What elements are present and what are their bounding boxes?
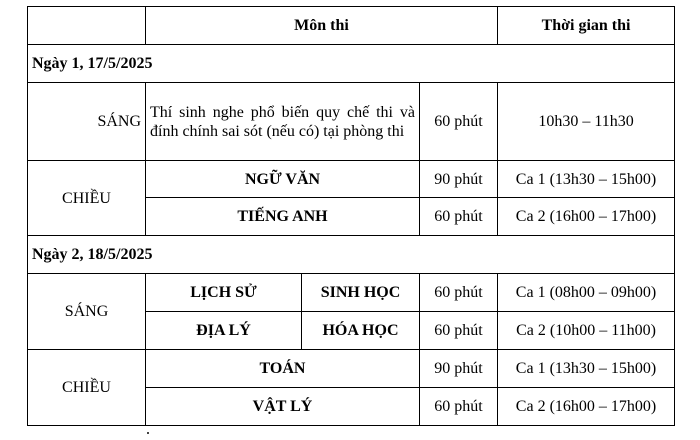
day-2-sang-time-1: Ca 1 (08h00 – 09h00)	[498, 274, 675, 312]
day-2-chieu-session: CHIỀU	[28, 350, 146, 426]
day-1-sang-duration: 60 phút	[420, 83, 498, 161]
header-subject: Môn thi	[146, 7, 498, 45]
header-row	[28, 7, 675, 45]
day-1-chieu-duration-1: 90 phút	[420, 161, 498, 198]
header-blank-cell	[28, 7, 146, 45]
day-2-sang-subject-a-2: ĐỊA LÝ	[146, 312, 302, 350]
day-2-sang-row-1	[28, 274, 675, 312]
day-1-sang-row	[28, 83, 675, 161]
day-1-sang-time: 10h30 – 11h30	[498, 83, 675, 161]
day-1-chieu-subject-1: NGỮ VĂN	[146, 161, 420, 198]
header-time: Thời gian thi	[498, 7, 675, 45]
day-1-label: Ngày 1, 17/5/2025	[28, 45, 675, 83]
day-2-label: Ngày 2, 18/5/2025	[28, 236, 675, 274]
day-1-chieu-time-2: Ca 2 (16h00 – 17h00)	[498, 198, 675, 236]
day-2-sang-session: SÁNG	[28, 274, 146, 350]
day-2-sang-subject-b-1: SINH HỌC	[302, 274, 420, 312]
day-2-chieu-subject-2: VẬT LÝ	[146, 388, 420, 426]
day-1-sang-session: SÁNG	[28, 83, 146, 161]
day-2-row	[28, 236, 675, 274]
day-1-chieu-subject-2: TIẾNG ANH	[146, 198, 420, 236]
exam-schedule-table	[27, 6, 675, 426]
day-1-chieu-time-1: Ca 1 (13h30 – 15h00)	[498, 161, 675, 198]
day-1-chieu-session: CHIỀU	[28, 161, 146, 236]
day-2-chieu-time-1: Ca 1 (13h30 – 15h00)	[498, 350, 675, 388]
day-1-chieu-duration-2: 60 phút	[420, 198, 498, 236]
day-1-sang-note: Thí sinh nghe phổ biến quy chế thi và đính chính sai sót (nếu có) tại phòng thi	[146, 83, 420, 161]
day-2-sang-time-2: Ca 2 (10h00 – 11h00)	[498, 312, 675, 350]
day-1-row	[28, 45, 675, 83]
day-2-sang-subject-a-1: LỊCH SỬ	[146, 274, 302, 312]
day-2-chieu-time-2: Ca 2 (16h00 – 17h00)	[498, 388, 675, 426]
day-2-sang-duration-1: 60 phút	[420, 274, 498, 312]
stray-dot-mark	[147, 432, 149, 434]
day-2-sang-subject-b-2: HÓA HỌC	[302, 312, 420, 350]
day-2-chieu-duration-2: 60 phút	[420, 388, 498, 426]
day-2-chieu-subject-1: TOÁN	[146, 350, 420, 388]
day-2-chieu-row-1	[28, 350, 675, 388]
day-2-chieu-duration-1: 90 phút	[420, 350, 498, 388]
day-1-chieu-row-1	[28, 161, 675, 198]
day-2-sang-duration-2: 60 phút	[420, 312, 498, 350]
